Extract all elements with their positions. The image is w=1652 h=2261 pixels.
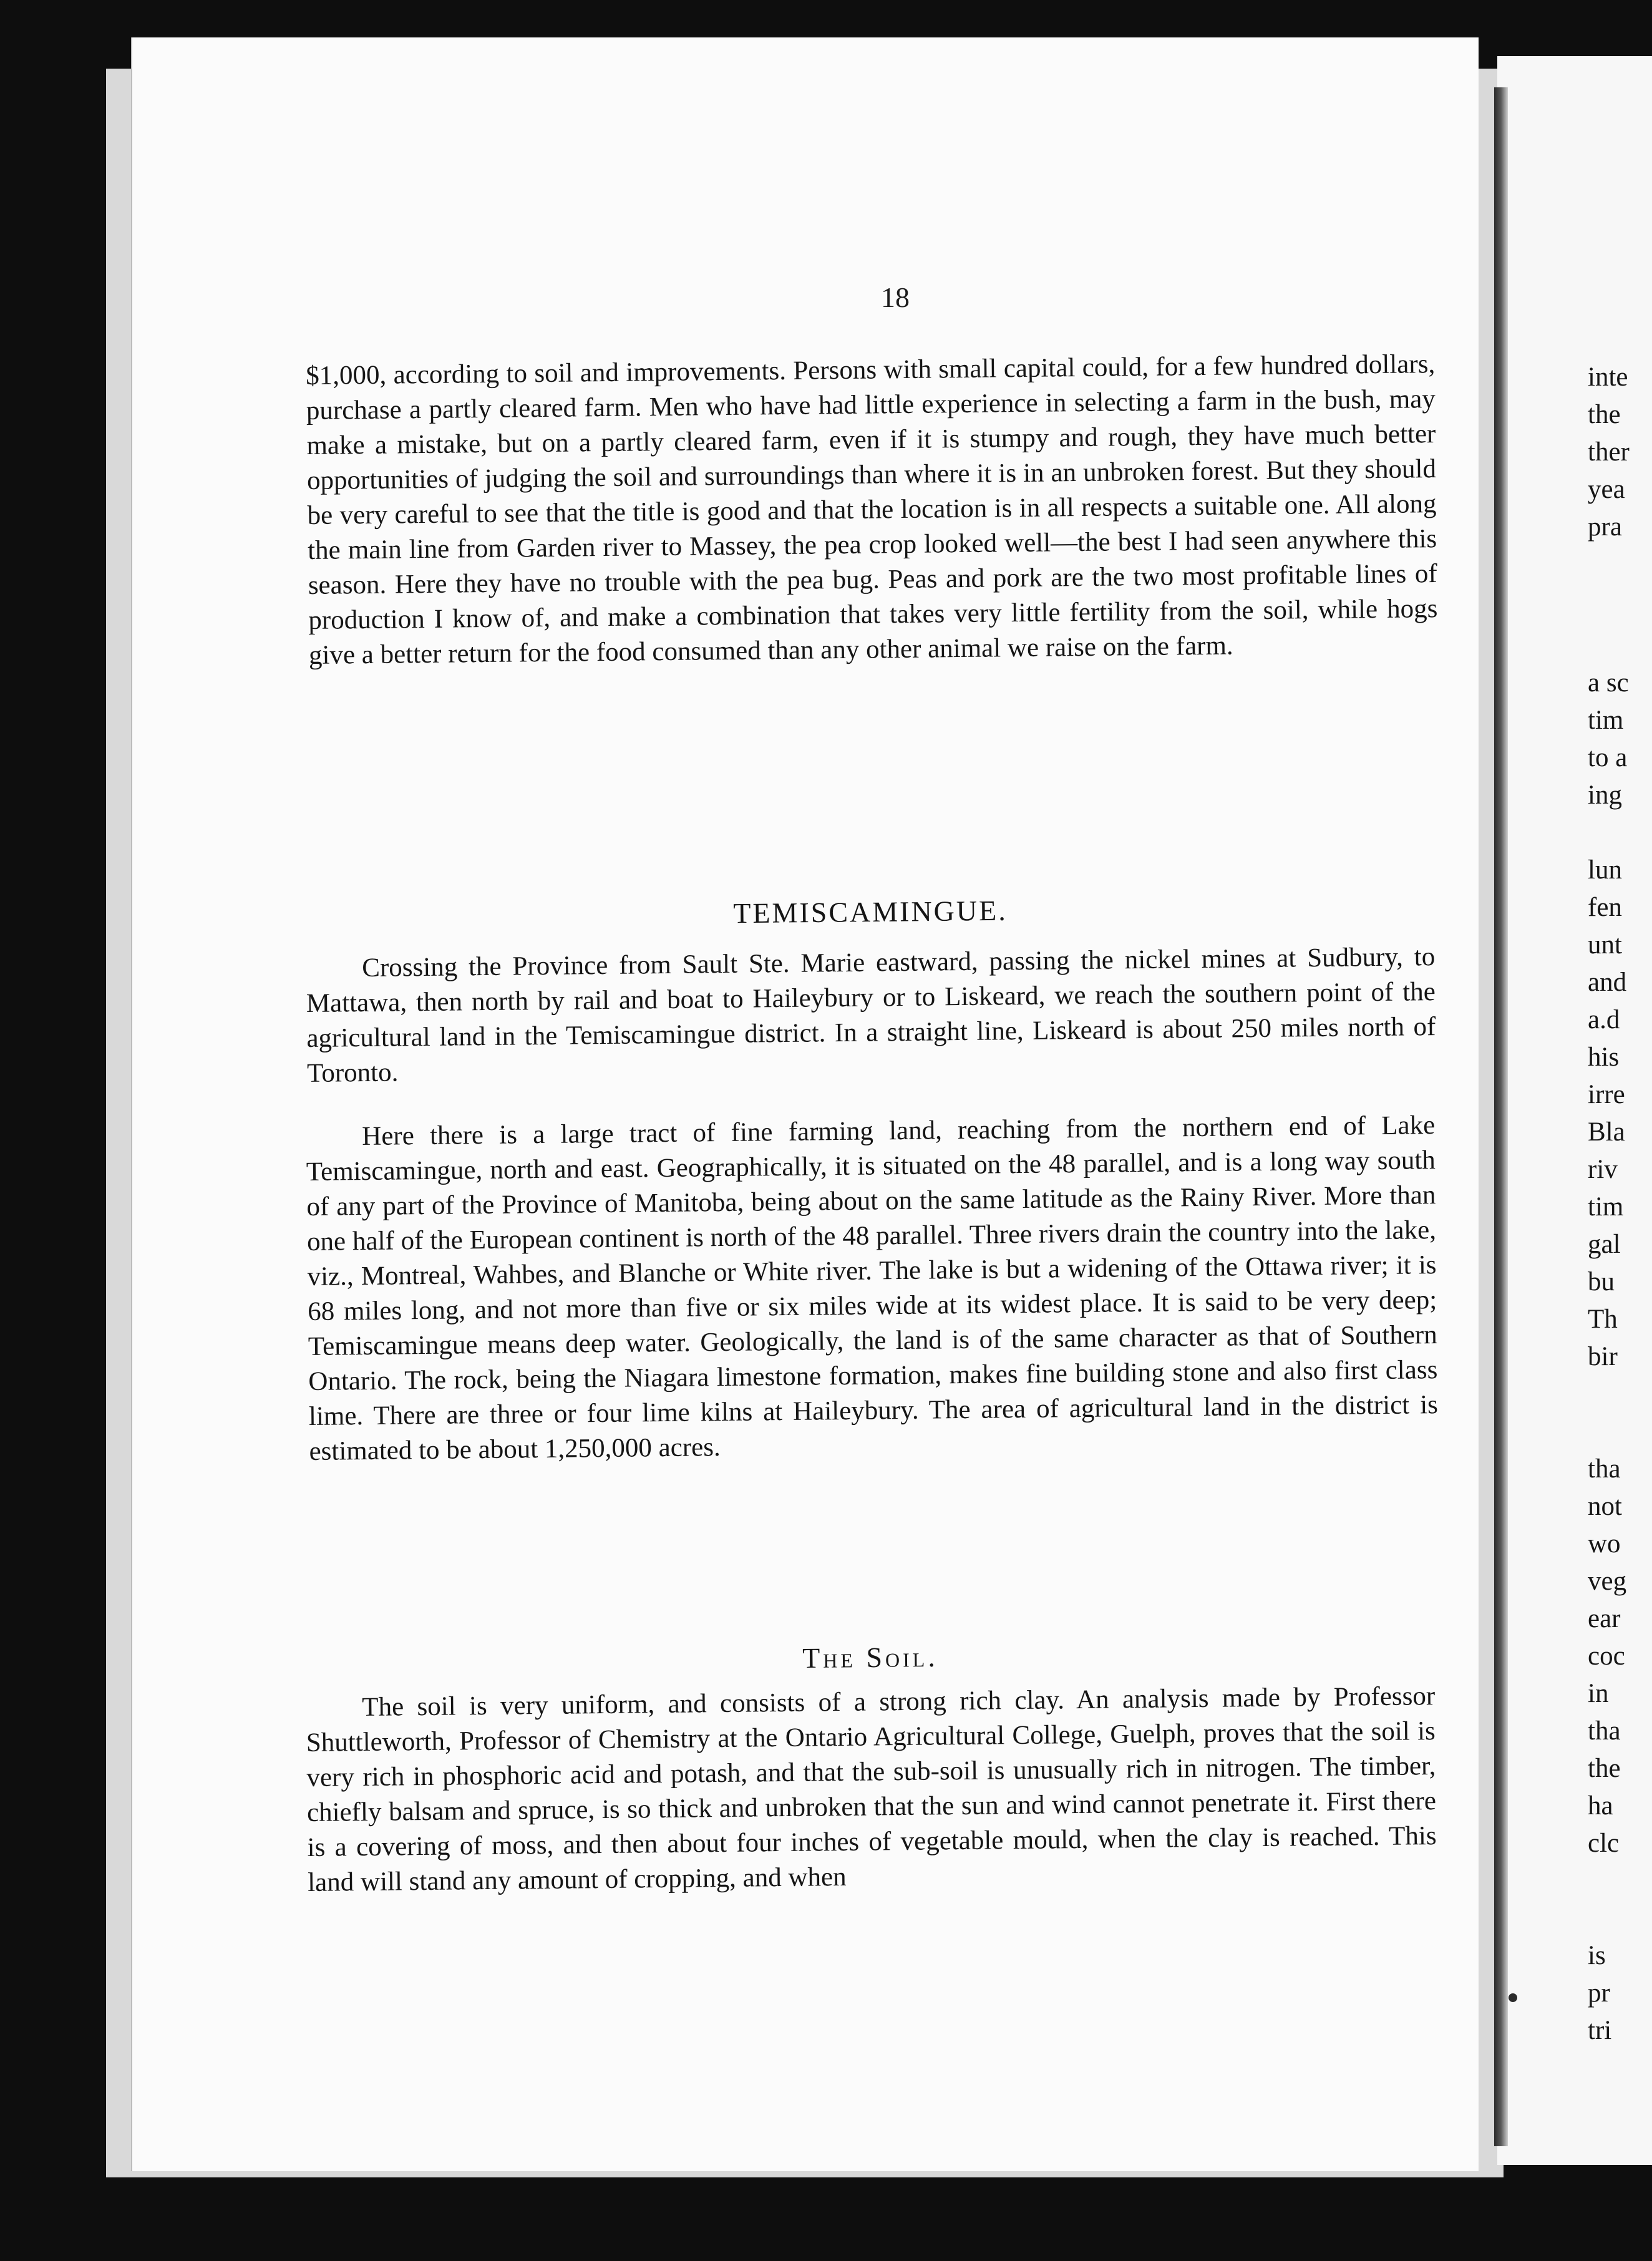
facing-fragment: ear bbox=[1588, 1604, 1621, 1633]
facing-fragment: pr bbox=[1588, 1978, 1610, 2008]
scan-speck bbox=[1509, 1993, 1517, 2002]
facing-fragment: tim bbox=[1588, 706, 1624, 735]
facing-fragment: riv bbox=[1588, 1155, 1618, 1184]
page-edge bbox=[131, 37, 132, 2171]
facing-fragment: clc bbox=[1588, 1829, 1620, 1858]
facing-fragment: wo bbox=[1588, 1529, 1621, 1558]
facing-fragment: lun bbox=[1588, 855, 1622, 885]
facing-fragment: tha bbox=[1588, 1454, 1621, 1484]
facing-fragment: the bbox=[1588, 400, 1621, 429]
facing-fragment: bir bbox=[1588, 1342, 1618, 1371]
paragraph-crossing-province: Crossing the Province from Sault Ste. Marie eastward, passing the nickel mines at Sudbury, to Mattawa, then north by rail and boat to Haileybury or to Liskeard, we reach the southern point of the agricultural land in the Temiscamingue district. In a straight line, Liskeard is about 250 miles north of Toronto. bbox=[306, 942, 1436, 1088]
paragraph-continued: $1,000, according to soil and improvements. Persons with small capital could, for a few hundred dollars, purchase a partly cleared farm. Men who have had little experience in selecting a farm in the bush, may make a mistake, but on a partly cleared farm, even if it is stumpy and rough, they have much better opportunities of judging the soil and surroundings than where it is in an unbroken forest. But they should be very careful to see that the title is good and that the location is in all respects a suitable one. All along the main line from Garden river to Massey, the pea crop looked well—the best I had seen anywhere this season. Here they have no trouble with the pea bug. Peas and pork are the two most profitable lines of production I know of, and make a combination that takes very little fertility from the soil, while hogs give a better return for the food consumed than any other animal we raise on the farm. bbox=[306, 349, 1438, 670]
facing-fragment: to a bbox=[1588, 743, 1628, 772]
paragraph-farming-land: Here there is a large tract of fine farming land, reaching from the northern end of Lake Temiscamingue, north and east. Geographically, it is situated on the 48 parallel, and is a long way south of any part of the Province of Manitoba, being about on the same latitude as the Rainy River. More than one half of the European continent is north of the 48 parallel. Three rivers drain the country into the lake, viz., Montreal, Wahbes, and Blanche or White river. The lake is but a widening of the Ottawa river; it is 68 miles long, and not more than five or six miles wide at its widest place. It is said to be very deep; Temiscamingue means deep water. Geologically, the land is of the same character as that of Southern Ontario. The rock, being the Niagara limestone formation, makes fine building stone and also first class lime. There are three or four lime kilns at Haileybury. The area of agricultural land in the district is estimated to be about 1,250,000 acres. bbox=[306, 1111, 1439, 1466]
facing-fragment: unt bbox=[1588, 930, 1622, 960]
facing-fragment: ing bbox=[1588, 780, 1622, 810]
facing-page bbox=[1497, 56, 1652, 2165]
facing-fragment: tri bbox=[1588, 2016, 1612, 2045]
facing-fragment: ha bbox=[1588, 1791, 1613, 1821]
facing-fragment: irre bbox=[1588, 1080, 1625, 1109]
facing-fragment: pra bbox=[1588, 512, 1622, 542]
facing-fragment: ther bbox=[1588, 437, 1630, 467]
facing-fragment: yea bbox=[1588, 475, 1625, 504]
facing-fragment: gal bbox=[1588, 1230, 1621, 1259]
facing-fragment: a.d bbox=[1588, 1005, 1620, 1034]
facing-fragment: fen bbox=[1588, 893, 1622, 922]
facing-fragment: a sc bbox=[1588, 668, 1629, 698]
section-heading-temiscamingue: TEMISCAMINGUE. bbox=[733, 894, 1008, 930]
page-number: 18 bbox=[881, 281, 910, 313]
facing-fragment: tha bbox=[1588, 1716, 1621, 1746]
facing-fragment: and bbox=[1588, 968, 1627, 997]
facing-fragment: veg bbox=[1588, 1567, 1627, 1596]
facing-fragment: inte bbox=[1588, 362, 1628, 392]
facing-fragment: Bla bbox=[1588, 1117, 1625, 1147]
facing-fragment: bu bbox=[1588, 1267, 1615, 1296]
facing-fragment: is bbox=[1588, 1941, 1606, 1970]
facing-fragment: not bbox=[1588, 1492, 1622, 1521]
facing-fragment: his bbox=[1588, 1043, 1620, 1072]
facing-fragment: tim bbox=[1588, 1192, 1624, 1222]
paragraph-soil: The soil is very uniform, and consists of a strong rich clay. An analysis made by Professor Shuttleworth, Professor of Chemistry at the Ontario Agricultural College, Guelph, proves that the soil is very rich in phosphoric acid and potash, and that the sub-soil is unusually rich in nitrogen. The timber, chiefly balsam and spruce, is so thick and unbroken that the sun and wind cannot penetrate it. First there is a covering of moss, and then about four inches of vegetable mould, when the clay is reached. This land will stand any amount of cropping, and when bbox=[306, 1681, 1437, 1897]
book-binding-gutter bbox=[1494, 87, 1508, 2146]
section-heading-soil: The Soil. bbox=[802, 1640, 939, 1675]
facing-fragment: Th bbox=[1588, 1305, 1618, 1334]
facing-fragment: the bbox=[1588, 1754, 1621, 1783]
facing-fragment: in bbox=[1588, 1679, 1609, 1708]
facing-fragment: coc bbox=[1588, 1641, 1625, 1671]
